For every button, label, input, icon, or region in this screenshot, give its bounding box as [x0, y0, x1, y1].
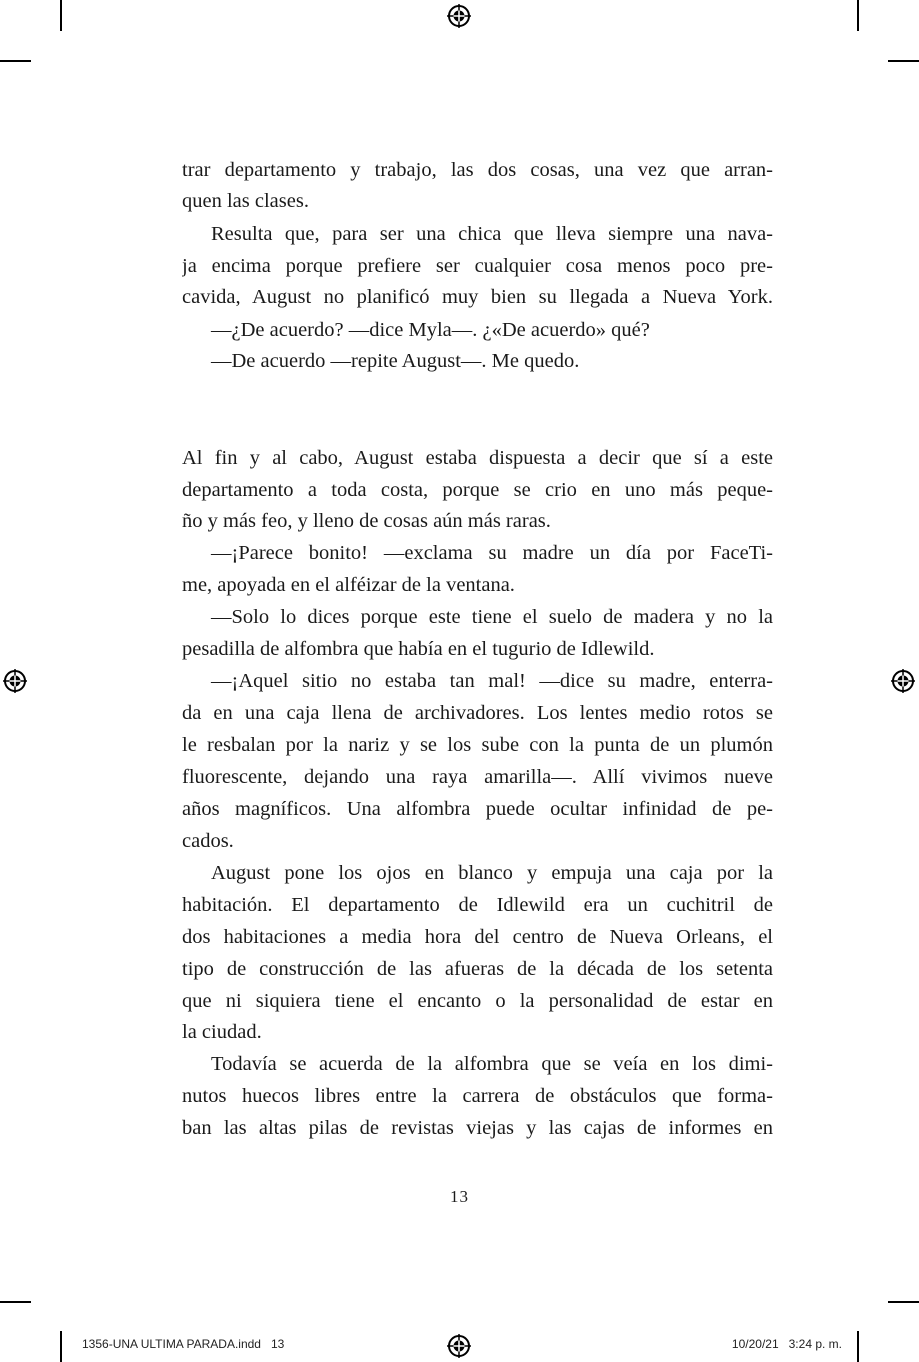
text-line: da en una caja llena de archivadores. Los lentes medio rotos se [182, 702, 773, 724]
crop-mark-bottom-right [857, 1331, 859, 1362]
text-line: Al fin y al cabo, August estaba dispuesta a decir que sí a este [182, 447, 773, 469]
text-line: ban las altas pilas de revistas viejas y las cajas de informes en [182, 1117, 773, 1139]
text-line: Resulta que, para ser una chica que lleva siempre una nava- [211, 223, 773, 245]
text-line: —¡Parece bonito! —exclama su madre un día por FaceTi- [211, 542, 773, 564]
text-line: le resbalan por la nariz y se los sube con la punta de un plumón [182, 734, 773, 756]
crop-mark-bottom-left [60, 1331, 62, 1362]
text-line: que ni siquiera tiene el encanto o la personalidad de estar en [182, 990, 773, 1012]
crop-mark-top-left [60, 0, 62, 31]
page-number: 13 [450, 1187, 469, 1206]
registration-mark-icon [447, 1334, 471, 1358]
text-line: departamento a toda costa, porque se crio en uno más peque- [182, 479, 773, 501]
crop-mark-top-right [857, 0, 859, 31]
slug-timestamp: 10/20/21 3:24 p. m. [731, 1337, 842, 1351]
text-line: August pone los ojos en blanco y empuja una caja por la [211, 862, 773, 884]
registration-mark-icon [3, 669, 27, 693]
text-line: la ciudad. [182, 1021, 262, 1043]
text-line: —¿De acuerdo? —dice Myla—. ¿«De acuerdo» qué? [211, 319, 650, 341]
text-line: nutos huecos libres entre la carrera de obstáculos que forma- [182, 1085, 773, 1107]
registration-mark-icon [447, 4, 471, 28]
text-line: —Solo lo dices porque este tiene el suelo de madera y no la [211, 606, 773, 628]
text-line: fluorescente, dejando una raya amarilla—. Allí vivimos nueve [182, 766, 773, 788]
text-line: tipo de construcción de las afueras de la década de los setenta [182, 958, 773, 980]
text-line: habitación. El departamento de Idlewild era un cuchitril de [182, 894, 773, 916]
text-line: cavida, August no planificó muy bien su llegada a Nueva York. [182, 286, 773, 308]
text-line: quen las clases. [182, 190, 309, 212]
text-line: pesadilla de alfombra que había en el tugurio de Idlewild. [182, 638, 655, 660]
text-line: —De acuerdo —repite August—. Me quedo. [211, 350, 580, 372]
registration-mark-icon [891, 669, 915, 693]
crop-mark-right-top [888, 60, 919, 62]
text-line: me, apoyada en el alféizar de la ventana. [182, 574, 515, 596]
text-line: —¡Aquel sitio no estaba tan mal! —dice su madre, enterra- [211, 670, 773, 692]
text-line: ja encima porque prefiere ser cualquier cosa menos poco pre- [182, 255, 773, 277]
text-line: dos habitaciones a media hora del centro de Nueva Orleans, el [182, 926, 773, 948]
crop-mark-right-bottom [888, 1301, 919, 1303]
slug-filename: 1356-UNA ULTIMA PARADA.indd 13 [82, 1337, 285, 1351]
crop-mark-left-top [0, 60, 31, 62]
text-line: ño y más feo, y lleno de cosas aún más raras. [182, 510, 551, 532]
text-line: años magníficos. Una alfombra puede ocultar infinidad de pe- [182, 798, 773, 820]
text-line: trar departamento y trabajo, las dos cosas, una vez que arran- [182, 159, 773, 181]
text-line: cados. [182, 830, 234, 852]
text-line: Todavía se acuerda de la alfombra que se veía en los dimi- [211, 1053, 773, 1075]
crop-mark-left-bottom [0, 1301, 31, 1303]
